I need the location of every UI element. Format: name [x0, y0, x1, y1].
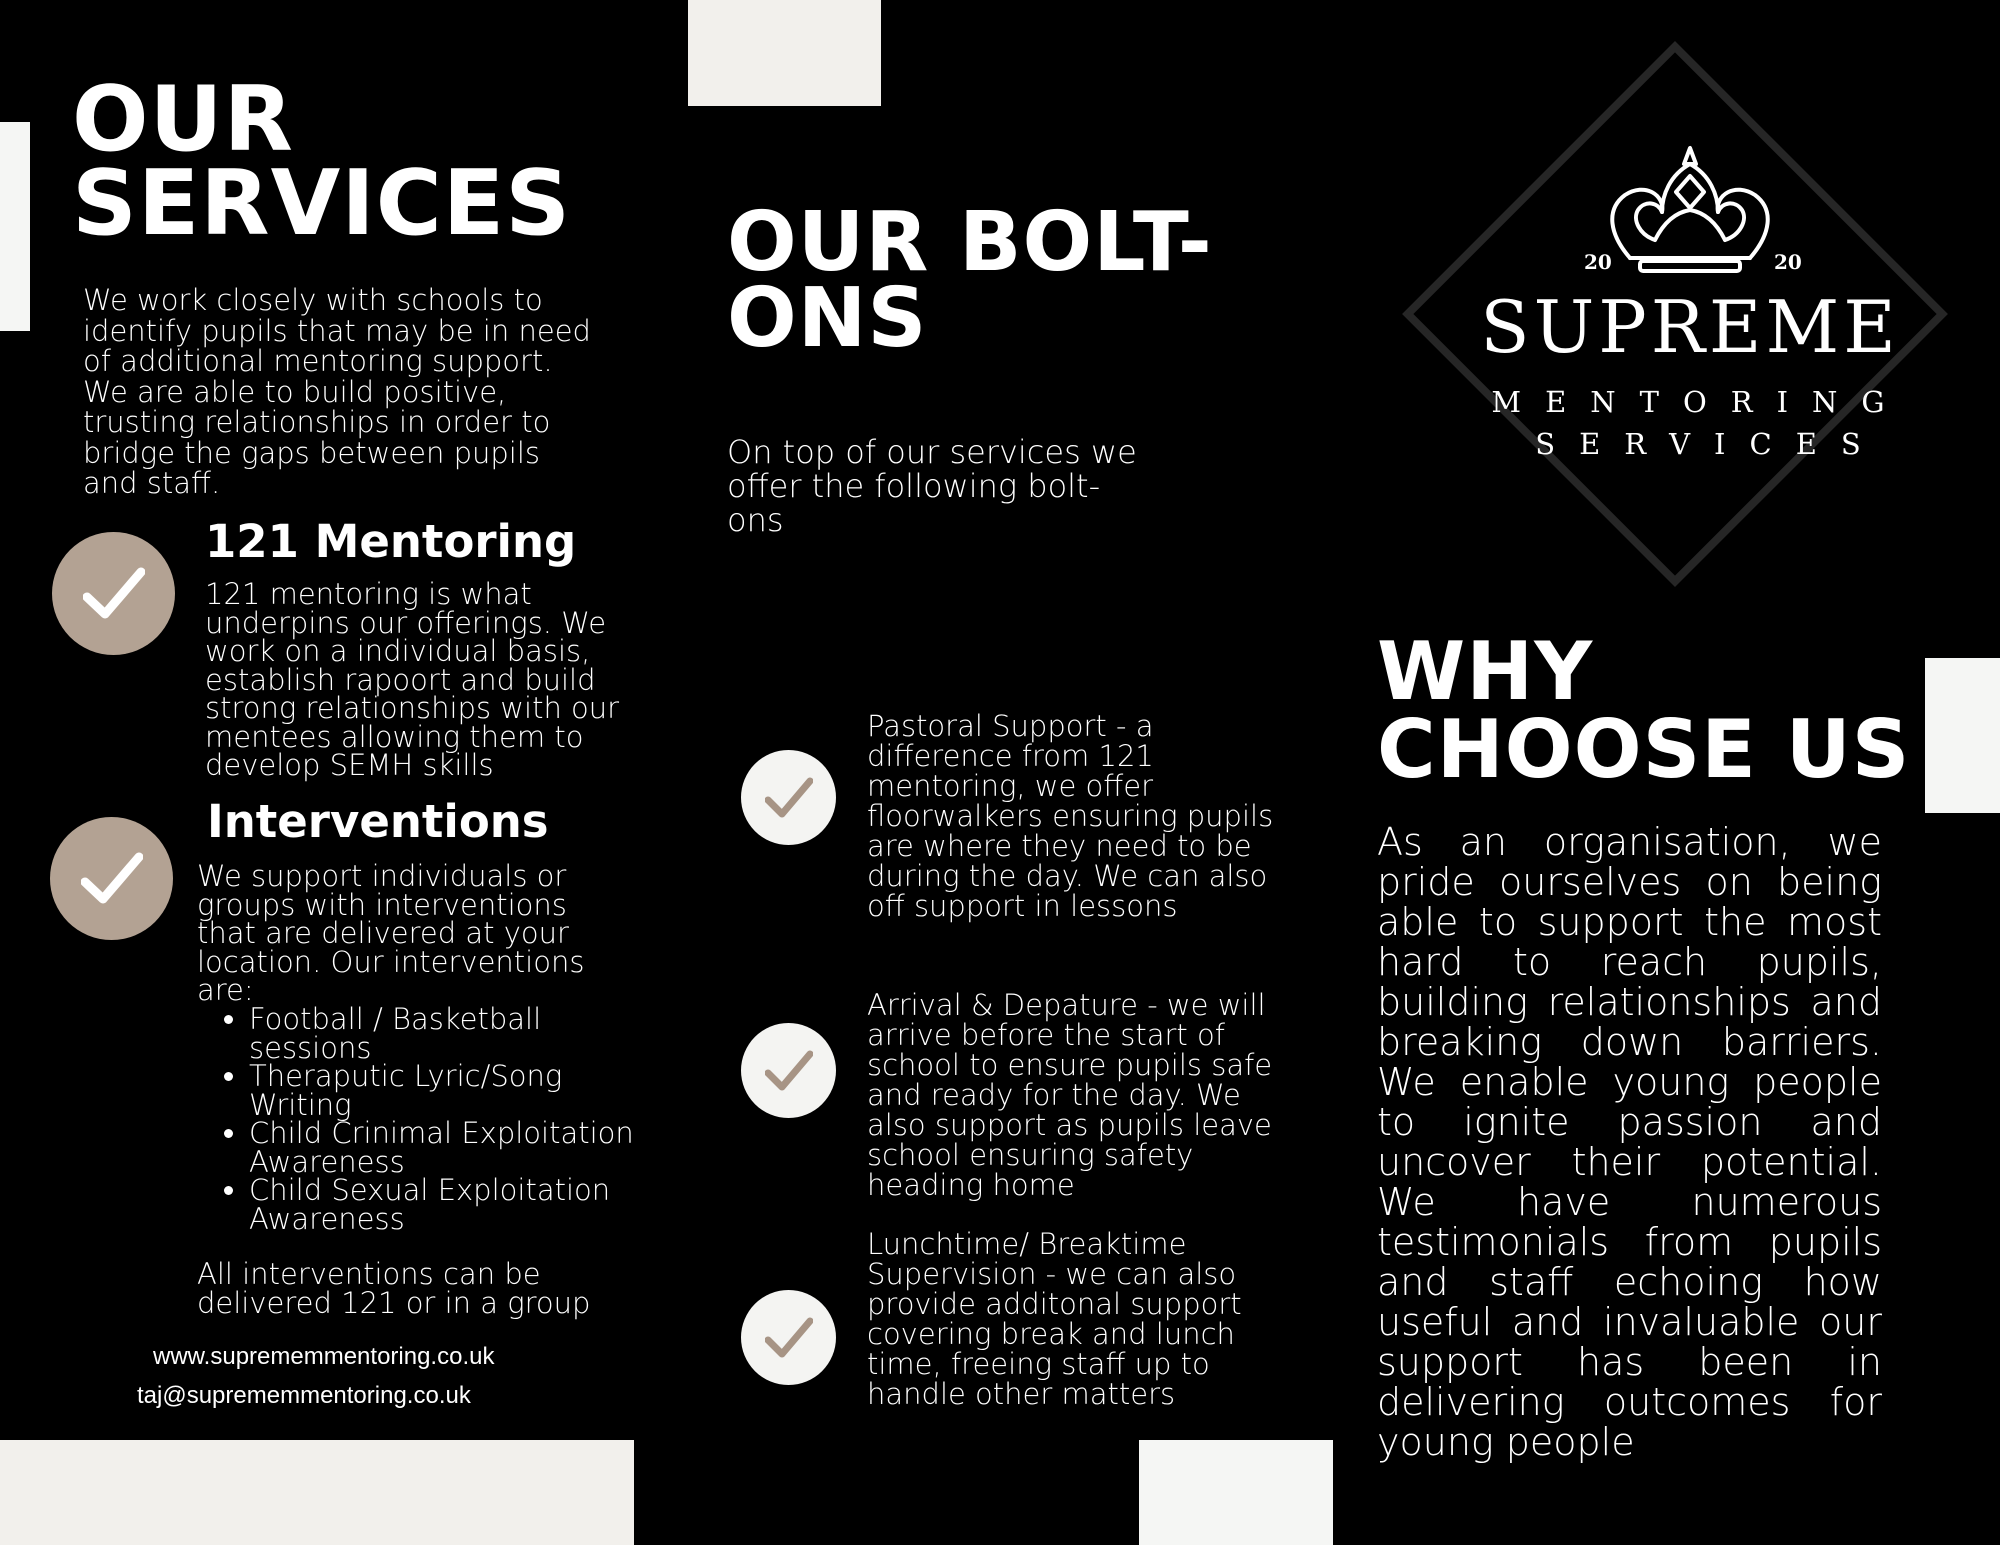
list-item: • Child Sexual Exploitation Awareness [249, 1176, 649, 1233]
decor-block-top [688, 0, 881, 106]
list-item: • Child Crinimal Exploitation Awareness [249, 1119, 649, 1176]
bolton-item-pastoral: Pastoral Support - a difference from 121 mentoring, we offer floorwalkers ensuring pupils are where they need to be during the day. We can also off support in lessons [867, 709, 1274, 923]
check-icon [83, 567, 145, 621]
mentoring-title: 121 Mentoring [205, 515, 577, 568]
logo-year-right: 20 [1774, 250, 1802, 274]
why-title [1377, 625, 1911, 796]
bolton-check-badge [741, 750, 836, 845]
boltons-intro: On top of our services we offer the following bolt-ons [727, 433, 1137, 539]
mentoring-check-badge [52, 532, 175, 655]
boltons-title-line1: OUR BOLT- [727, 195, 1213, 290]
services-title [72, 67, 572, 256]
logo-subtitle-2: SERVICES [1535, 427, 1885, 461]
decor-block-bottom-mid [1139, 1440, 1333, 1545]
bolton-item-arrival: Arrival & Depature - we will arrive before the start of school to ensure pupils safe and ready for the day. We also support as pupils leave school ensuring safety heading home [867, 988, 1273, 1202]
bolton-check-badge [741, 1023, 836, 1118]
why-title-line1: WHY [1377, 625, 1594, 718]
decor-block-bottom-left [0, 1440, 634, 1545]
list-item: • Football / Basketball sessions [249, 1005, 649, 1062]
bolton-check-badge [741, 1290, 836, 1385]
why-title-line2: CHOOSE US [1377, 702, 1911, 796]
services-title-line1: OUR [72, 67, 294, 172]
check-icon [765, 1050, 813, 1092]
website-link[interactable]: www.suprememmentoring.co.uk [153, 1343, 495, 1370]
interventions-body: We support individuals or groups with interventions that are delivered at your location. Our interventions are: [197, 859, 585, 1007]
check-icon [81, 852, 143, 906]
decor-bar-left [0, 122, 30, 331]
check-icon [765, 777, 813, 819]
email-link[interactable]: taj@suprememmentoring.co.uk [137, 1382, 471, 1409]
logo-year-left: 20 [1584, 250, 1612, 274]
why-body: As an organisation, we pride ourselves on being able to support the most hard to reach pupils, building relationships and breaking down barriers. We enable young people to ignite passion and uncover their potential. We have numerous testimonials from pupils and staff echoing how useful and invaluable our support has been in delivering outcomes for young people [1377, 820, 1882, 1464]
check-icon [765, 1317, 813, 1359]
interventions-title: Interventions [207, 795, 549, 848]
bolton-item-lunchtime: Lunchtime/ Breaktime Supervision - we can also provide additonal support covering break and lunch time, freeing staff up to handle other matters [867, 1227, 1242, 1411]
services-title-line2: SERVICES [72, 150, 572, 256]
decor-block-right [1925, 658, 2000, 813]
interventions-footer: All interventions can be delivered 121 or in a group [197, 1257, 591, 1320]
logo-subtitle-1: MENTORING [1491, 385, 1909, 419]
interventions-check-badge [50, 817, 173, 940]
logo-name: SUPREME [1480, 285, 1900, 369]
boltons-title [727, 195, 1213, 367]
services-intro: We work closely with schools to identify pupils that may be in need of additional mentoring support. We are able to build positive, trusting relationships in order to bridge the gaps between pupils and staff. [83, 283, 591, 500]
interventions-list [199, 1002, 649, 1236]
crown-icon [1600, 140, 1780, 275]
list-item: • Theraputic Lyric/Song Writing [249, 1062, 649, 1119]
boltons-title-line2: ONS [727, 271, 928, 367]
mentoring-body: 121 mentoring is what underpins our offerings. We work on a individual basis, establish rapoort and build strong relationships with our mentees allowing them to develop SEMH skills [205, 577, 620, 782]
